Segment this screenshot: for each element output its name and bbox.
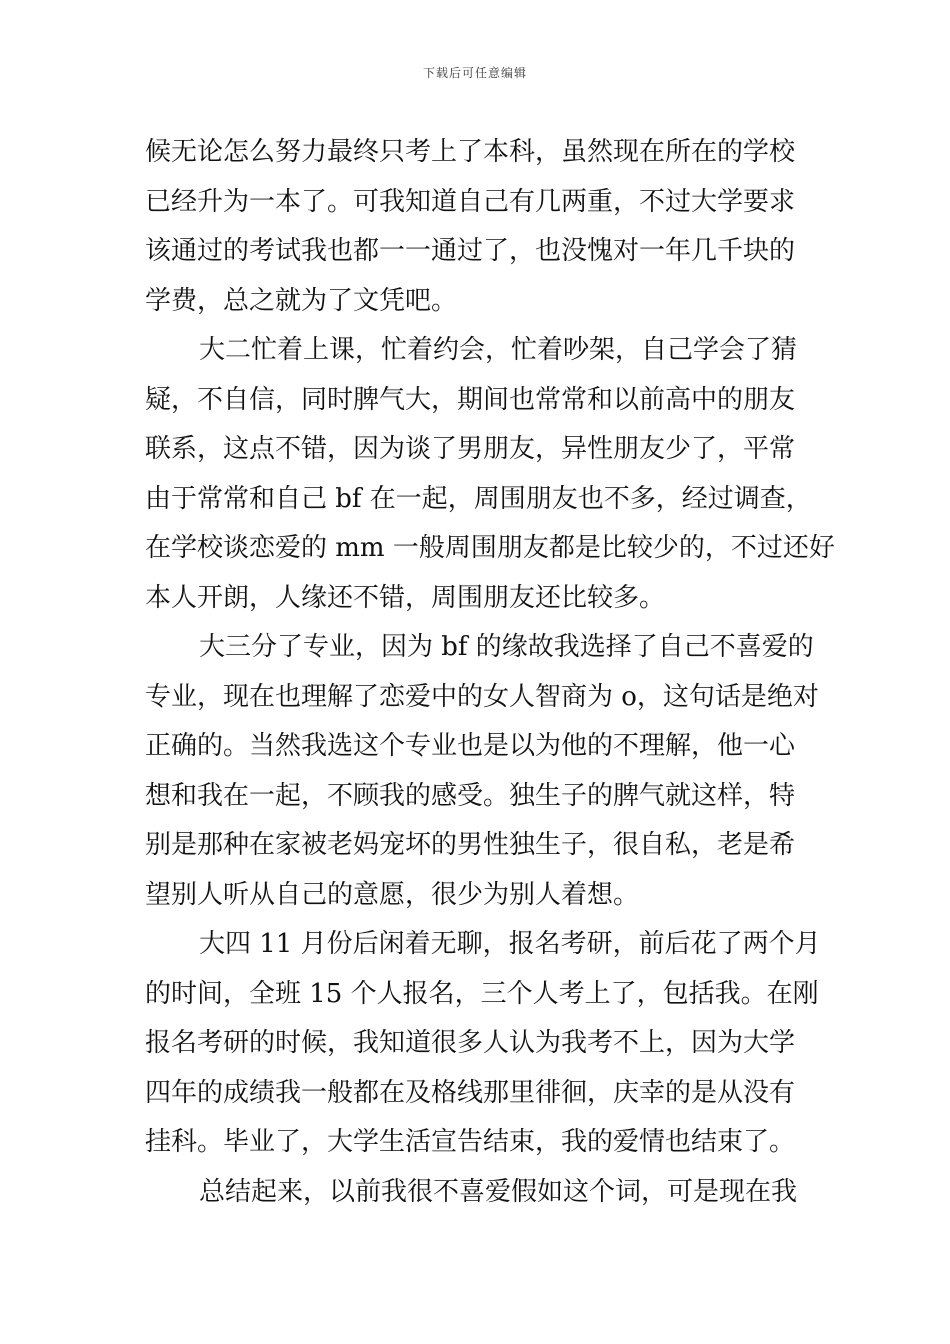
text-line: 总结起来，以前我很不喜爱假如这个词，可是现在我 bbox=[199, 1176, 798, 1207]
text-line: 望别人听从自己的意愿，很少为别人着想。 bbox=[145, 879, 640, 910]
paragraph-5 bbox=[145, 1168, 810, 1218]
paragraph-2 bbox=[145, 326, 835, 623]
paragraph-1 bbox=[145, 128, 810, 326]
text-line: 的时间，全班 15 个人报名，三个人考上了，包括我。在刚 bbox=[145, 978, 819, 1009]
text-line: 大二忙着上课，忙着约会，忙着吵架，自己学会了猜 bbox=[199, 335, 798, 365]
text-line: 大四 11 月份后闲着无聊，报名考研，前后花了两个月 bbox=[199, 929, 821, 959]
text-line: 在学校谈恋爱的 mm 一般周围朋友都是比较少的，不过还好 bbox=[145, 533, 835, 563]
paragraph-3 bbox=[145, 623, 819, 920]
text-line: 该通过的考试我也都一一通过了，也没愧对一年几千块的 bbox=[145, 236, 796, 266]
text-line: 挂科。毕业了，大学生活宣告结束，我的爱情也结束了。 bbox=[145, 1127, 796, 1157]
text-line: 本人开朗，人缘还不错，周围朋友还比较多。 bbox=[145, 582, 666, 613]
page-header: 下载后可任意编辑 bbox=[422, 66, 527, 80]
text-line: 候无论怎么努力最终只考上了本科，虽然现在所在的学校 bbox=[145, 137, 796, 167]
text-line: 报名考研的时候，我知道很多人认为我考不上，因为大学 bbox=[145, 1028, 796, 1058]
body-text bbox=[145, 128, 835, 1217]
text-line: 专业，现在也理解了恋爱中的女人智商为 o，这句话是绝对 bbox=[145, 681, 819, 712]
text-line: 想和我在一起，不顾我的感受。独生子的脾气就这样，特 bbox=[145, 780, 796, 811]
text-line: 由于常常和自己 bf 在一起，周围朋友也不多，经过调查， bbox=[145, 483, 812, 514]
paragraph-4 bbox=[145, 920, 821, 1168]
text-line: 正确的。当然我选这个专业也是以为他的不理解，他一心 bbox=[145, 731, 796, 761]
text-line: 别是那种在家被老妈宠坏的男性独生子，很自私，老是希 bbox=[145, 830, 796, 860]
text-line: 已经升为一本了。可我知道自己有几两重，不过大学要求 bbox=[145, 186, 796, 217]
text-line: 四年的成绩我一般都在及格线那里徘徊，庆幸的是从没有 bbox=[145, 1077, 796, 1108]
text-line: 联系，这点不错，因为谈了男朋友，异性朋友少了，平常 bbox=[145, 434, 796, 464]
text-line: 大三分了专业，因为 bf 的缘故我选择了自己不喜爱的 bbox=[199, 632, 814, 662]
text-line: 疑，不自信，同时脾气大，期间也常常和以前高中的朋友 bbox=[145, 384, 796, 415]
text-line: 学费，总之就为了文凭吧。 bbox=[145, 285, 458, 316]
